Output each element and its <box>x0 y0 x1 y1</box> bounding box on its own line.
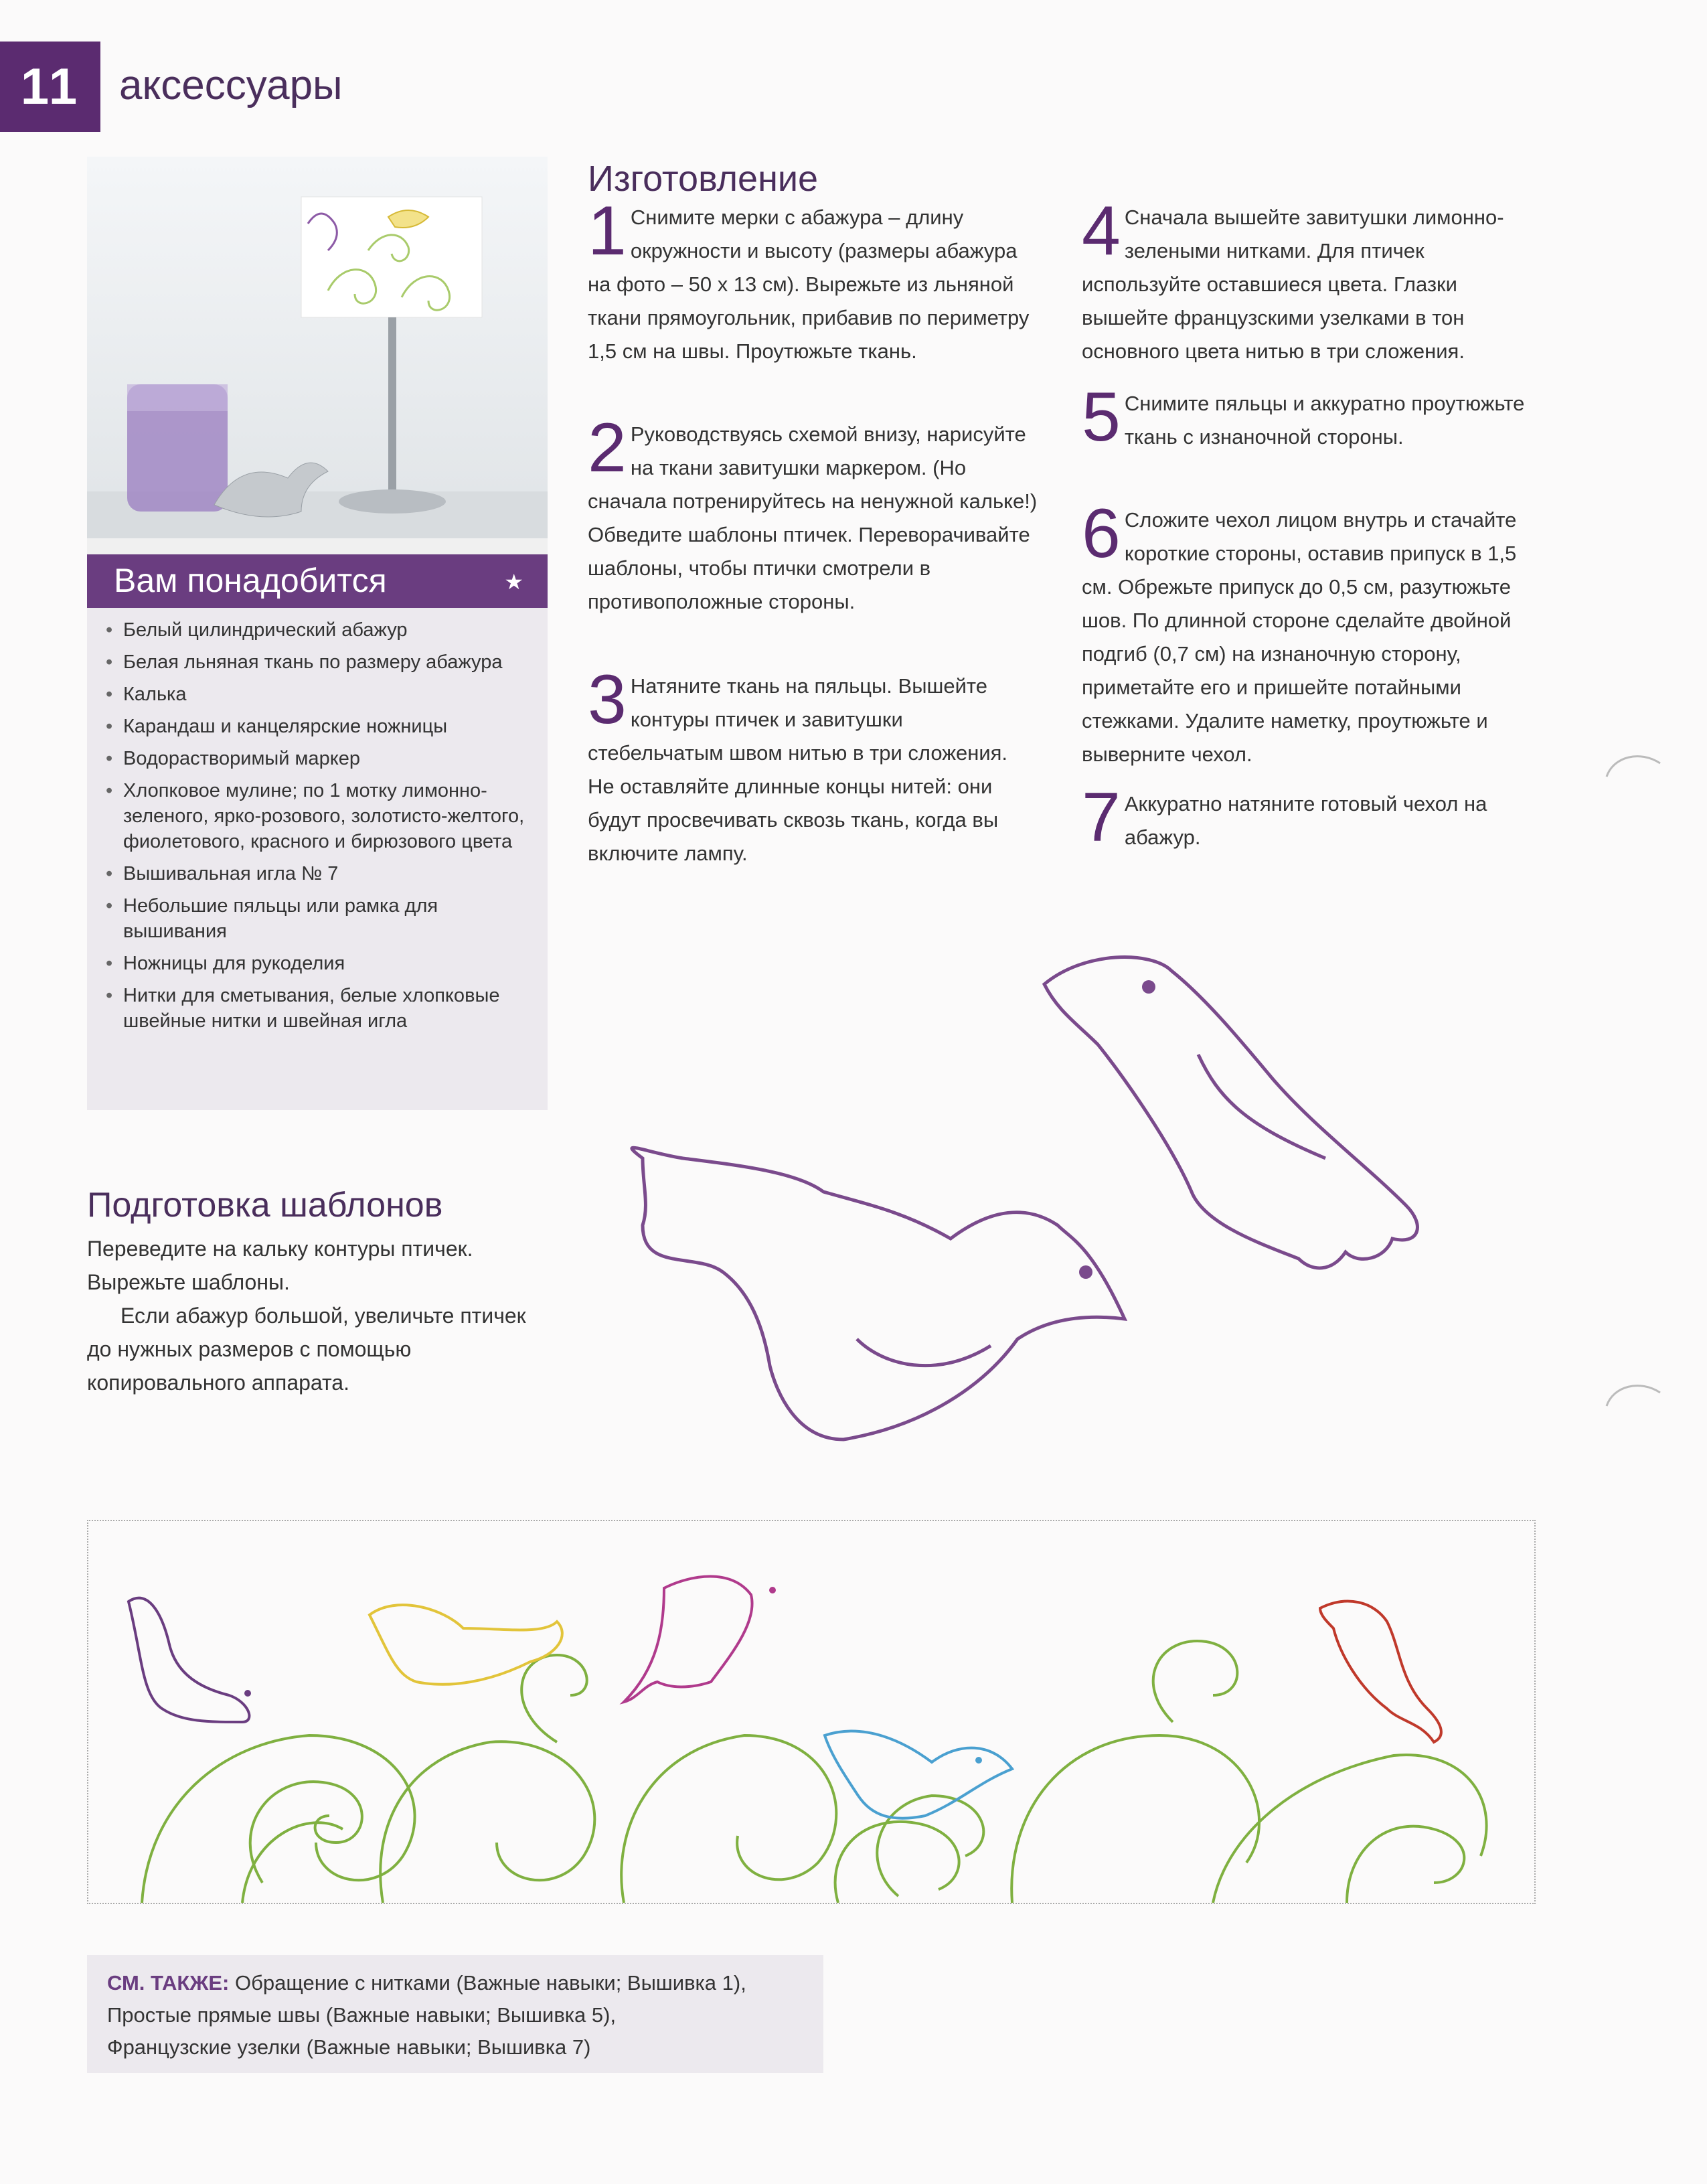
chapter-title: аксессуары <box>119 62 343 108</box>
list-item: • Хлопковое мулине; по 1 мотку лимонно-зеленого, ярко-розового, золотисто-желтого, фиолетового, красного и бирюзового цвета <box>106 778 534 854</box>
list-item: • Калька <box>106 682 534 707</box>
step-number: 2 <box>588 409 627 487</box>
step-text: Снимите пяльцы и аккуратно проутюжьте ткань с изнаночной стороны. <box>1124 392 1525 449</box>
list-item: • Нитки для сметывания, белые хлопковые швейные нитки и швейная игла <box>106 983 534 1034</box>
step-6 <box>1082 495 1544 771</box>
step-text: Снимите мерки с абажура – длину окружности и высоту (размеры абажура на фото – 50 х 13 см). Вырежьте из льняной ткани прямоугольник, прибавив по периметру 1,5 см на швы. Проутюжьте ткань. <box>588 206 1030 363</box>
see-also-link[interactable]: Простые прямые швы (Важные навыки; Вышивка 5), <box>107 2003 617 2027</box>
bird-templates <box>602 924 1580 1473</box>
list-item: • Карандаш и канцелярские ножницы <box>106 714 534 739</box>
list-item: • Белая льняная ткань по размеру абажура <box>106 649 534 675</box>
pattern-illustration <box>88 1521 1534 1903</box>
step-text: Сначала вышейте завитушки лимонно-зелеными нитками. Для птичек используйте оставшиеся цвета. Глазки вышейте французскими узелками в тон основного цвета нитью в три сложения. <box>1082 206 1504 363</box>
step-text: Сложите чехол лицом внутрь и стачайте короткие стороны, оставив припуск в 1,5 см. Обрежьте припуск до 0,5 см, разутюжьте шов. По длинной стороне сделайте двойной подгиб (0,7 см) на изнаночную сторону, приметайте его и пришейте потайными стежками. Удалите наметку, проутюжьте и выверните чехол. <box>1082 508 1517 766</box>
bird-template-left <box>632 1148 1125 1439</box>
materials-header <box>87 554 548 608</box>
templates-text <box>87 1232 542 1399</box>
see-also-panel <box>87 1955 823 2073</box>
step-text: Аккуратно натяните готовый чехол на абажур. <box>1124 792 1487 849</box>
list-item: • Вышивальная игла № 7 <box>106 861 534 886</box>
bird-yellow <box>370 1605 562 1685</box>
list-item: • Небольшие пяльцы или рамка для вышивания <box>106 893 534 944</box>
bird-pink <box>624 1577 752 1703</box>
step-text: Натяните ткань на пяльцы. Вышейте контуры птичек и завитушки стебельчатым швом нитью в три сложения. Не оставляйте длинные концы нитей: они будут просвечивать сквозь ткань, когда вы включите лампу. <box>588 674 1008 865</box>
step-5 <box>1082 378 1544 456</box>
lamp-photo <box>87 157 548 554</box>
step-number: 5 <box>1082 378 1121 456</box>
binder-ring-icon <box>1600 1379 1667 1433</box>
step-number: 7 <box>1082 779 1121 856</box>
bird-eye-icon <box>1142 980 1155 994</box>
see-also-text <box>107 1967 746 2063</box>
materials-list <box>106 617 534 1040</box>
step-number: 1 <box>588 192 627 270</box>
see-also-label: СМ. ТАКЖЕ: <box>107 1971 230 1995</box>
embroidery-pattern <box>87 1520 1536 1904</box>
bird-eye-icon <box>1079 1265 1092 1279</box>
templates-paragraph: Если абажур большой, увеличьте птичек до нужных размеров с помощью копировального аппарата. <box>87 1304 526 1395</box>
bird-violet <box>129 1598 249 1722</box>
list-item: • Белый цилиндрический абажур <box>106 617 534 643</box>
instructions-heading: Изготовление <box>588 159 819 199</box>
templates-paragraph: Переведите на кальку контуры птичек. Вырежьте шаблоны. <box>87 1237 473 1294</box>
bird-red <box>1320 1602 1441 1742</box>
step-number: 4 <box>1082 192 1121 270</box>
materials-panel <box>87 554 548 1110</box>
binder-ring-icon <box>1600 750 1667 803</box>
step-3 <box>588 661 1038 870</box>
lamp-photo-illustration <box>87 157 548 554</box>
list-item: • Водорастворимый маркер <box>106 746 534 771</box>
see-also-link[interactable]: Французские узелки (Важные навыки; Вышивка 7) <box>107 2035 591 2059</box>
step-4 <box>1082 192 1544 368</box>
star-icon: ★ <box>504 570 523 594</box>
list-item: • Ножницы для рукоделия <box>106 951 534 976</box>
step-7 <box>1082 779 1544 856</box>
step-number: 3 <box>588 661 627 738</box>
step-number: 6 <box>1082 495 1121 572</box>
step-2 <box>588 409 1038 619</box>
see-also-link[interactable]: Обращение с нитками (Важные навыки; Вышивка 1), <box>234 1971 746 1995</box>
bird-template-right <box>1044 957 1417 1268</box>
swirl-vines <box>142 1641 1487 1903</box>
bird-blue <box>825 1731 1012 1818</box>
step-1 <box>588 192 1038 368</box>
materials-title: Вам понадобится <box>114 562 387 599</box>
chapter-number: 11 <box>0 42 100 132</box>
step-text: Руководствуясь схемой внизу, нарисуйте на ткани завитушки маркером. (Но сначала потренируйтесь на ненужной кальке!) Обведите шаблоны птичек. Переворачивайте шаблоны, чтобы птички смотрели в противоположные стороны. <box>588 422 1038 613</box>
templates-heading: Подготовка шаблонов <box>87 1186 443 1225</box>
